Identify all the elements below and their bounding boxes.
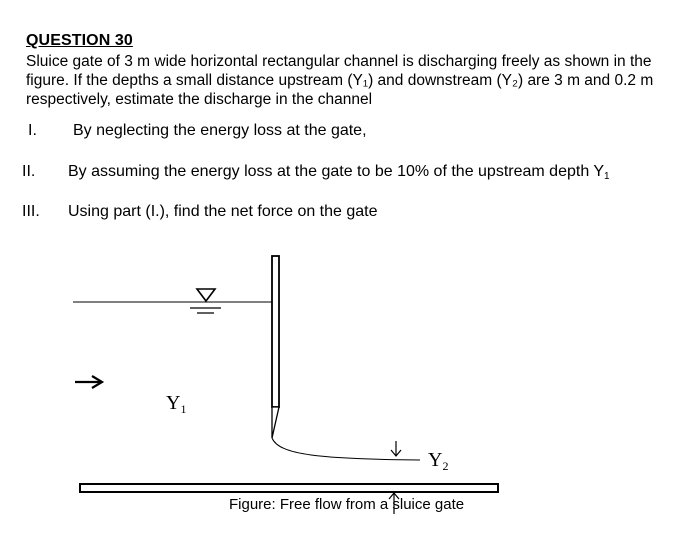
jet-water-profile	[272, 438, 420, 460]
y2-letter: Y	[428, 449, 443, 471]
y2-label	[428, 449, 448, 474]
part-3-number: III.	[22, 203, 40, 220]
y1-letter: Y	[166, 392, 181, 414]
channel-bed	[80, 484, 498, 492]
question-body: Sluice gate of 3 m wide horizontal rectangular channel is discharging freely as shown in the figure. If the depths a small distance upstream (Y₁) and downstream (Y₂) are 3 m and 0.2 m respectively, estimate the discharge in the channel	[26, 53, 654, 108]
y1-label	[166, 392, 186, 417]
part-2-subscript: 1	[604, 171, 610, 182]
flow-direction-arrow-icon	[75, 376, 102, 388]
y2-subscript: 2	[442, 459, 449, 473]
y1-subscript: 1	[180, 402, 187, 416]
question-title: QUESTION 30	[26, 32, 133, 49]
downward-arrow-icon	[391, 441, 401, 456]
figure-caption: Figure: Free flow from a sluice gate	[229, 496, 465, 513]
part-3-text: Using part (I.), find the net force on the gate	[68, 203, 378, 220]
part-2-text-main: By assuming the energy loss at the gate to be 10% of the upstream depth Y	[68, 163, 605, 180]
sluice-gate	[272, 256, 279, 438]
part-1-text: By neglecting the energy loss at the gate,	[73, 122, 367, 139]
part-2-number: II.	[22, 163, 36, 180]
part-1-number: I.	[28, 122, 37, 139]
water-surface-triangle-icon	[190, 289, 221, 313]
